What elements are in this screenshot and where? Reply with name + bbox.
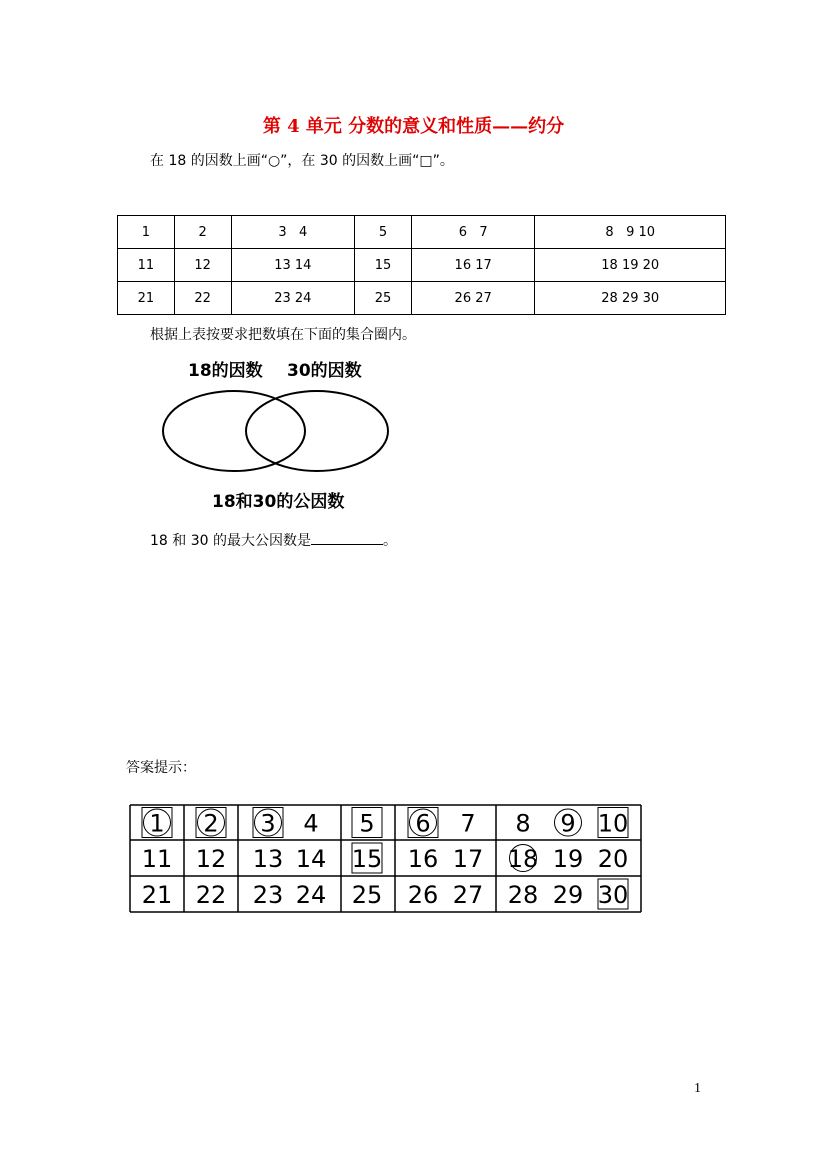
answer-number: 4	[303, 809, 319, 838]
instruction-mark-factors: 在 18 的因数上画“○”，在 30 的因数上画“□”。	[150, 153, 454, 169]
answer-number: 9	[560, 809, 576, 838]
grid-cell: 16 17	[411, 249, 535, 282]
answer-number: 17	[452, 845, 484, 873]
page-title: 第 4 单元 分数的意义和性质——约分	[262, 116, 565, 137]
venn-circle-right	[246, 391, 388, 471]
answer-number: 30	[597, 881, 629, 909]
venn-label-bottom: 18和30的公因数	[212, 492, 345, 512]
answer-number: 6	[415, 809, 431, 838]
grid-row	[118, 249, 726, 282]
grid-cell: 18 19 20	[535, 249, 726, 282]
grid-cell: 13 14	[231, 249, 355, 282]
answer-number: 8	[515, 809, 531, 838]
answer-number: 1	[149, 809, 165, 838]
answer-number: 3	[260, 809, 276, 838]
answer-number: 21	[141, 881, 173, 909]
answer-number: 24	[295, 881, 327, 909]
answer-number: 18	[507, 845, 539, 873]
answer-number: 10	[597, 809, 629, 838]
answer-number: 14	[295, 845, 327, 873]
grid-cell: 2	[174, 216, 231, 249]
answer-number: 16	[407, 845, 439, 873]
answer-number: 19	[552, 845, 584, 873]
answer-number: 5	[359, 809, 375, 838]
gcd-question-prefix: 18 和 30 的最大公因数是	[150, 533, 311, 549]
answer-number: 26	[407, 881, 439, 909]
answer-hint-label: 答案提示：	[126, 760, 196, 776]
answer-number: 11	[141, 845, 173, 873]
answer-number: 13	[252, 845, 284, 873]
answer-number: 25	[351, 881, 383, 909]
answer-number: 2	[203, 809, 219, 838]
grid-cell: 25	[355, 282, 412, 315]
answer-number: 20	[597, 845, 629, 873]
grid-cell: 1	[118, 216, 175, 249]
answer-number: 7	[460, 809, 476, 838]
instruction-venn: 根据上表按要求把数填在下面的集合圈内。	[150, 327, 416, 343]
answer-number: 23	[252, 881, 284, 909]
answer-grid	[127, 802, 645, 916]
grid-cell: 11	[118, 249, 175, 282]
grid-row	[118, 216, 726, 249]
grid-cell: 8 9 10	[535, 216, 726, 249]
grid-cell: 21	[118, 282, 175, 315]
answer-number: 29	[552, 881, 584, 909]
gcd-question-suffix: 。	[382, 533, 397, 549]
grid-cell: 12	[174, 249, 231, 282]
grid-cell: 23 24	[231, 282, 355, 315]
venn-label-right: 30的因数	[287, 361, 362, 381]
grid-cell: 22	[174, 282, 231, 315]
answer-number: 22	[195, 881, 227, 909]
answer-number: 28	[507, 881, 539, 909]
venn-label-left: 18的因数	[188, 361, 263, 381]
grid-cell: 15	[355, 249, 412, 282]
grid-cell: 5	[355, 216, 412, 249]
venn-diagram	[150, 350, 410, 520]
grid-cell: 3 4	[231, 216, 355, 249]
answer-blank[interactable]	[311, 530, 383, 545]
grid-cell: 26 27	[411, 282, 535, 315]
venn-circle-left	[163, 391, 305, 471]
answer-number: 12	[195, 845, 227, 873]
gcd-question	[150, 530, 397, 550]
page-number: 1	[694, 1081, 701, 1096]
grid-cell: 6 7	[411, 216, 535, 249]
grid-row	[118, 282, 726, 315]
answer-number: 27	[452, 881, 484, 909]
number-grid	[117, 215, 726, 315]
grid-cell: 28 29 30	[535, 282, 726, 315]
answer-number: 15	[351, 845, 383, 873]
